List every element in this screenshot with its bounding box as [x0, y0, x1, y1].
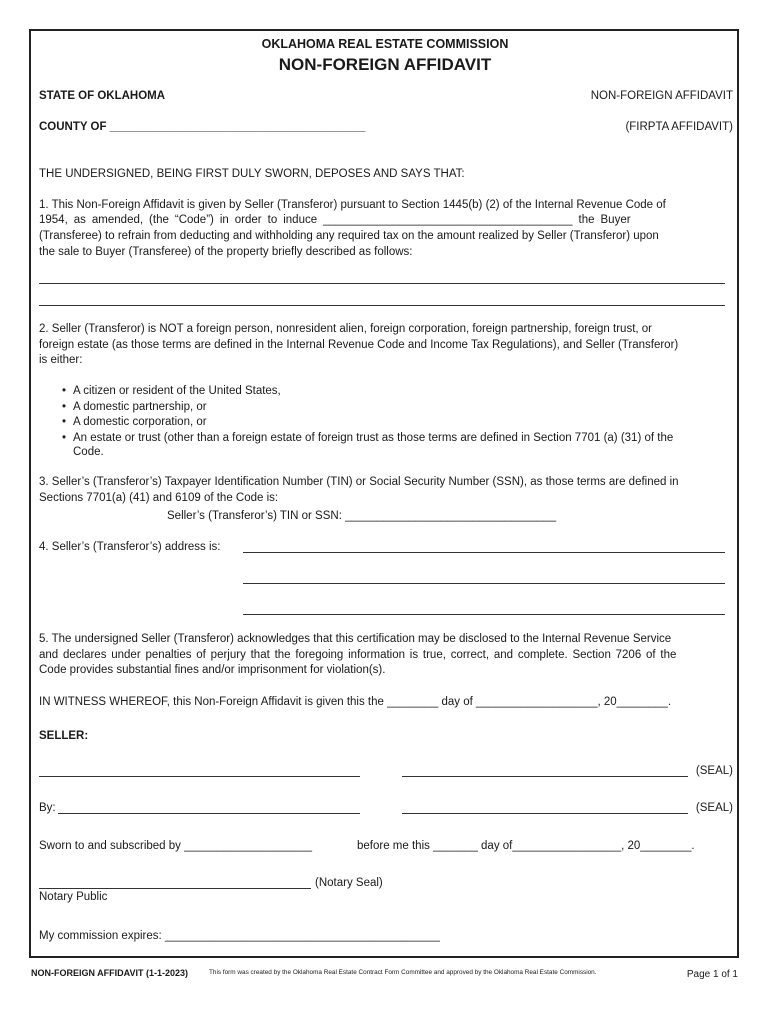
bullet-dot: •: [62, 416, 67, 428]
section3-line2: Sections 7701(a) (41) and 6109 of the Code is:: [39, 492, 279, 504]
sworn-by-field[interactable]: Sworn to and subscribed by ____________________: [39, 840, 313, 852]
property-description-line-1[interactable]: [39, 283, 725, 284]
bullet-text: An estate or trust (other than a foreign estate of foreign trust as those terms are defined in Section 7701 (a) (31) of the: [73, 432, 674, 444]
address-line-2[interactable]: [243, 583, 725, 584]
bullet-text: A domestic corporation, or: [73, 416, 207, 428]
affidavit-label-right: NON-FOREIGN AFFIDAVIT: [590, 90, 733, 102]
notary-signature-line[interactable]: [39, 888, 311, 889]
bullet-text: A citizen or resident of the United States,: [73, 385, 281, 397]
commission-name: OKLAHOMA REAL ESTATE COMMISSION: [261, 37, 509, 51]
seller-heading: SELLER:: [39, 730, 89, 742]
bullet-dot: •: [62, 432, 67, 444]
intro-statement: THE UNDERSIGNED, BEING FIRST DULY SWORN, DEPOSES AND SAYS THAT:: [39, 168, 465, 180]
bullet-estate-trust-continued: Code.: [73, 446, 104, 458]
property-description-line-2[interactable]: [39, 305, 725, 306]
seller-signature-line-2[interactable]: [402, 776, 688, 777]
bullet-dot: •: [62, 385, 67, 397]
page-title: NON-FOREIGN AFFIDAVIT: [278, 55, 492, 74]
section1-line1: 1. This Non-Foreign Affidavit is given by Seller (Transferor) pursuant to Section 1445(b) (2) of the Internal Revenue Code of: [39, 199, 666, 211]
firpta-label: (FIRPTA AFFIDAVIT): [625, 121, 733, 133]
notary-seal-label: (Notary Seal): [315, 877, 383, 889]
section5-line2: and declares under penalties of perjury that the foregoing information is true, correct, and complete. Section 7206 of the: [39, 649, 677, 661]
section1-line3: (Transferee) to refrain from deducting and withholding any required tax on the amount realized by Seller (Transferor) upon: [39, 230, 659, 242]
before-me-field[interactable]: before me this _______ day of_________________, 20________.: [357, 840, 695, 852]
county-field[interactable]: COUNTY OF ________________________________________: [39, 121, 366, 133]
bullet-dot: •: [62, 401, 67, 413]
state-label: STATE OF OKLAHOMA: [39, 90, 166, 102]
tin-field[interactable]: Seller’s (Transferor’s) TIN or SSN: _________________________________: [167, 510, 557, 522]
section3-line1: 3. Seller’s (Transferor’s) Taxpayer Identification Number (TIN) or Social Security Number (SSN), as those terms are defined in: [39, 476, 679, 488]
seller-signature-line-3[interactable]: [402, 813, 688, 814]
footer-note: This form was created by the Oklahoma Real Estate Contract Form Committee and approved by the Oklahoma Real Estate Commission.: [209, 969, 597, 976]
footer-page-number: Page 1 of 1: [686, 969, 738, 980]
section5-line1: 5. The undersigned Seller (Transferor) acknowledges that this certification may be disclosed to the Internal Revenue Service: [39, 633, 672, 645]
address-line-1[interactable]: [243, 552, 725, 553]
section2-line1: 2. Seller (Transferor) is NOT a foreign person, nonresident alien, foreign corporation, foreign partnership, foreign trust, or: [39, 323, 652, 335]
by-label: By:: [39, 802, 56, 814]
section5-line3: Code provides substantial fines and/or imprisonment for violation(s).: [39, 664, 386, 676]
witness-clause[interactable]: IN WITNESS WHEREOF, this Non-Foreign Affidavit is given this the ________ day of ___________________, 20________.: [39, 696, 672, 708]
section2-line2: foreign estate (as those terms are defined in the Internal Revenue Code and Income Tax Regulations), and Seller (Transferor): [39, 339, 679, 351]
commission-expires-field[interactable]: My commission expires: ___________________________________________: [39, 930, 440, 942]
footer-form-id: NON-FOREIGN AFFIDAVIT (1-1-2023): [31, 968, 189, 978]
section2-line3: is either:: [39, 354, 83, 366]
seal-label-1: (SEAL): [695, 765, 733, 777]
section1-line2[interactable]: 1954, as amended, (the “Code”) in order to induce _______________________________________ the Buyer: [39, 214, 631, 226]
bullet-text: A domestic partnership, or: [73, 401, 207, 413]
address-label: 4. Seller’s (Transferor’s) address is:: [39, 541, 221, 553]
notary-public-label: Notary Public: [39, 891, 108, 903]
by-signature-line[interactable]: [58, 813, 360, 814]
seal-label-2: (SEAL): [695, 802, 733, 814]
address-line-3[interactable]: [243, 614, 725, 615]
section1-line4: the sale to Buyer (Transferee) of the property briefly described as follows:: [39, 246, 413, 258]
seller-signature-line-1[interactable]: [39, 776, 360, 777]
